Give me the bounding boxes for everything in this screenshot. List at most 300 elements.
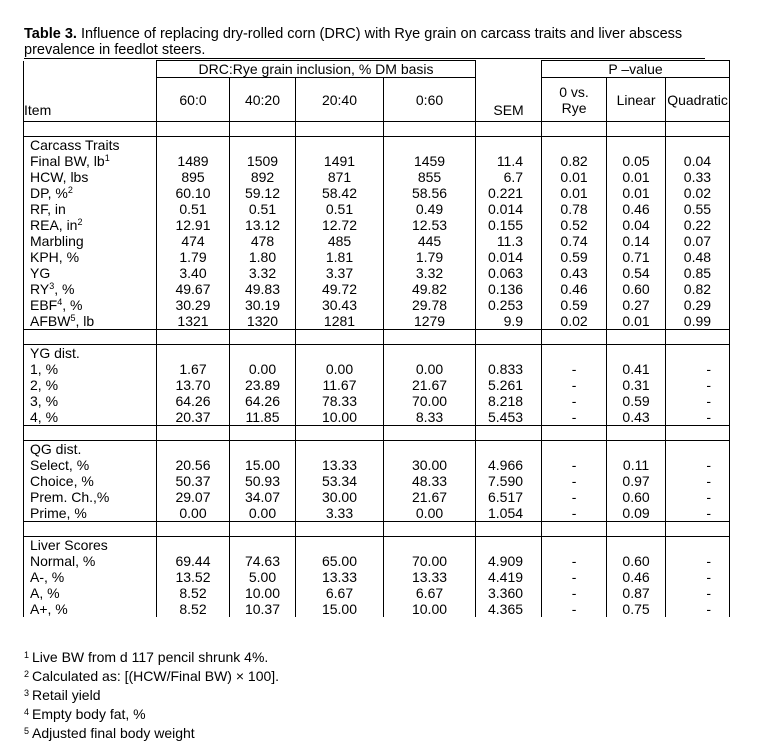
section-title: YG dist. [24,345,157,362]
spacer-cell [607,330,666,345]
spacer-cell [157,122,230,137]
section-title-blank [542,345,607,362]
cell-p-0: 0.01 [542,185,607,201]
cell-p-1: 0.27 [607,297,666,313]
row-label-text: AFBW [30,313,71,329]
cell-sem: 7.590 [476,473,542,489]
section-title: Carcass Traits [24,137,157,154]
row-label-text: A-, % [30,569,65,585]
row-label [24,201,157,217]
spacer-cell [24,426,157,441]
section-title-blank [157,441,230,458]
cell-treatment-3: 48.33 [384,473,476,489]
spacer-cell [476,330,542,345]
cell-p-1: 0.31 [607,377,666,393]
cell-treatment-3: 70.00 [384,393,476,409]
section-title-blank [296,537,384,554]
section-title-blank [542,537,607,554]
row-label-sup: 5 [70,313,76,323]
row-label [24,409,157,426]
cell-treatment-3: 12.53 [384,217,476,233]
caption-text-line1: Influence of replacing dry-rolled corn (DRC) with Rye grain on carcass traits and liver abscess [76,26,683,42]
cell-p-2: - [666,505,730,522]
header-row-group [24,61,730,78]
table-row [24,473,730,489]
footnote-number: 1 [24,650,30,660]
spacer-cell [24,330,157,345]
spacer-cell [384,426,476,441]
cell-p-1: 0.05 [607,153,666,169]
cell-treatment-2: 13.33 [296,569,384,585]
cell-treatment-2: 13.33 [296,457,384,473]
table-row [24,297,730,313]
section-title-blank [157,537,230,554]
cell-treatment-3: 6.67 [384,585,476,601]
table-row [24,569,730,585]
cell-treatment-2: 871 [296,169,384,185]
spacer-cell [296,522,384,537]
table-row [24,393,730,409]
section-title-blank [230,137,296,154]
cell-treatment-1: 49.83 [230,281,296,297]
cell-sem: 0.063 [476,265,542,281]
cell-treatment-0: 50.37 [157,473,230,489]
spacer-cell [157,330,230,345]
cell-treatment-3: 3.32 [384,265,476,281]
cell-treatment-2: 10.00 [296,409,384,426]
cell-p-2: - [666,361,730,377]
cell-p-1: 0.60 [607,281,666,297]
row-label-text: RY [30,281,50,297]
row-label-text: Marbling [30,233,84,249]
cell-p-0: 0.74 [542,233,607,249]
cell-p-1: 0.14 [607,233,666,249]
cell-p-2: - [666,553,730,569]
cell-treatment-1: 478 [230,233,296,249]
row-label-suffix: , lb [75,313,95,329]
section-title-blank [666,345,730,362]
cell-p-1: 0.09 [607,505,666,522]
spacer-cell [476,122,542,137]
cell-treatment-0: 8.52 [157,585,230,601]
section-title-blank [296,137,384,154]
row-label-text: 2, % [30,377,59,393]
section-title-blank [476,441,542,458]
header-p-0vsrye-line1: 0 vs. [559,83,589,100]
cell-p-1: 0.54 [607,265,666,281]
header-p-linear: Linear [607,78,666,122]
cell-sem: 5.261 [476,377,542,393]
section-title-row [24,441,730,458]
table-row [24,233,730,249]
section-title: Liver Scores [24,537,157,554]
cell-p-2: 0.02 [666,185,730,201]
section-title-blank [296,345,384,362]
cell-treatment-1: 30.19 [230,297,296,313]
spacer-cell [296,330,384,345]
table-row [24,361,730,377]
cell-p-1: 0.43 [607,409,666,426]
cell-p-1: 0.87 [607,585,666,601]
row-label [24,265,157,281]
cell-treatment-0: 13.52 [157,569,230,585]
cell-treatment-0: 3.40 [157,265,230,281]
cell-treatment-2: 1281 [296,313,384,330]
row-label [24,169,157,185]
cell-treatment-1: 1.80 [230,249,296,265]
row-label-text: 1, % [30,361,59,377]
table-row [24,281,730,297]
spacer-cell [157,426,230,441]
cell-sem: 8.218 [476,393,542,409]
cell-p-1: 0.41 [607,361,666,377]
cell-treatment-0: 895 [157,169,230,185]
spacer-cell [384,122,476,137]
cell-treatment-2: 0.51 [296,201,384,217]
spacer-cell [476,426,542,441]
cell-treatment-3: 1459 [384,153,476,169]
spacer-cell [230,426,296,441]
cell-treatment-1: 1320 [230,313,296,330]
table-row [24,409,730,426]
header-row-columns [24,78,730,122]
cell-treatment-2: 485 [296,233,384,249]
row-label [24,393,157,409]
footnote [24,704,279,723]
spacer-cell [230,522,296,537]
cell-treatment-3: 1279 [384,313,476,330]
cell-treatment-2: 30.00 [296,489,384,505]
cell-sem: 11.4 [476,153,542,169]
cell-treatment-1: 64.26 [230,393,296,409]
footnote-number: 4 [24,707,30,717]
cell-p-0: - [542,505,607,522]
table-row [24,169,730,185]
cell-p-2: 0.82 [666,281,730,297]
row-label-text: A+, % [30,601,68,617]
row-label-text: Choice, % [30,473,94,489]
cell-treatment-2: 1491 [296,153,384,169]
cell-treatment-1: 15.00 [230,457,296,473]
cell-p-0: - [542,457,607,473]
cell-p-0: - [542,393,607,409]
spacer-cell [24,522,157,537]
spacer-cell [607,522,666,537]
cell-sem: 4.966 [476,457,542,473]
table-body [24,122,730,618]
row-label [24,505,157,522]
section-title-blank [384,345,476,362]
cell-p-0: - [542,489,607,505]
cell-sem: 3.360 [476,585,542,601]
cell-treatment-0: 13.70 [157,377,230,393]
row-label-text: 3, % [30,393,59,409]
spacer-cell [607,122,666,137]
row-label-text: RF, in [30,201,66,217]
section-title-blank [384,137,476,154]
cell-treatment-0: 60.10 [157,185,230,201]
cell-treatment-2: 58.42 [296,185,384,201]
footnote [24,723,279,742]
cell-p-2: 0.85 [666,265,730,281]
cell-p-2: 0.55 [666,201,730,217]
footnote-text: Adjusted final body weight [32,725,195,741]
section-title-blank [607,137,666,154]
section-spacer [24,330,730,345]
cell-treatment-3: 8.33 [384,409,476,426]
cell-p-0: - [542,409,607,426]
cell-treatment-0: 1489 [157,153,230,169]
section-title-blank [157,137,230,154]
section-title-blank [607,537,666,554]
spacer-cell [157,522,230,537]
table-caption [24,26,724,58]
spacer-cell [542,426,607,441]
row-label-text: DP, % [30,185,68,201]
cell-p-1: 0.46 [607,201,666,217]
cell-treatment-2: 49.72 [296,281,384,297]
cell-treatment-0: 0.00 [157,505,230,522]
row-label [24,473,157,489]
cell-p-1: 0.59 [607,393,666,409]
spacer-cell [296,426,384,441]
table-row [24,585,730,601]
cell-treatment-1: 59.12 [230,185,296,201]
section-title-row [24,345,730,362]
row-label-text: Select, % [30,457,90,473]
cell-treatment-1: 34.07 [230,489,296,505]
cell-treatment-3: 49.82 [384,281,476,297]
cell-treatment-1: 892 [230,169,296,185]
cell-p-0: - [542,361,607,377]
cell-treatment-2: 6.67 [296,585,384,601]
section-title: QG dist. [24,441,157,458]
spacer-cell [666,426,730,441]
cell-treatment-3: 0.00 [384,361,476,377]
cell-treatment-3: 13.33 [384,569,476,585]
table-row [24,553,730,569]
header-item-blank [24,61,157,78]
cell-treatment-0: 1321 [157,313,230,330]
section-title-blank [666,537,730,554]
cell-treatment-3: 58.56 [384,185,476,201]
cell-treatment-1: 0.00 [230,505,296,522]
row-label [24,489,157,505]
row-label [24,249,157,265]
cell-treatment-0: 474 [157,233,230,249]
header-pvalue-group: P –value [542,61,730,78]
section-title-blank [230,441,296,458]
row-label-text: HCW, lbs [30,169,89,185]
header-treatment-group: DRC:Rye grain inclusion, % DM basis [157,61,476,78]
cell-treatment-1: 3.32 [230,265,296,281]
cell-treatment-1: 23.89 [230,377,296,393]
row-label [24,377,157,393]
section-title-blank [476,537,542,554]
row-label-text: EBF [30,297,58,313]
cell-treatment-0: 12.91 [157,217,230,233]
row-label [24,281,157,297]
cell-p-2: - [666,409,730,426]
row-label-text: REA, in [30,217,78,233]
row-label-sup: 3 [49,281,55,291]
data-table [23,60,730,617]
spacer-cell [607,426,666,441]
cell-p-1: 0.46 [607,569,666,585]
cell-p-2: - [666,377,730,393]
section-title-blank [542,137,607,154]
cell-p-0: 0.78 [542,201,607,217]
cell-p-0: 0.43 [542,265,607,281]
cell-treatment-0: 20.56 [157,457,230,473]
row-label-text: 4, % [30,409,59,425]
cell-sem: 9.9 [476,313,542,330]
cell-treatment-1: 0.51 [230,201,296,217]
cell-p-1: 0.01 [607,185,666,201]
section-title-blank [230,537,296,554]
section-title-blank [542,441,607,458]
header-treatment-0: 60:0 [157,78,230,122]
cell-p-2: 0.22 [666,217,730,233]
cell-p-0: 0.82 [542,153,607,169]
section-title-blank [296,441,384,458]
row-label [24,569,157,585]
cell-p-1: 0.01 [607,169,666,185]
footnote [24,666,279,685]
cell-sem: 0.253 [476,297,542,313]
table-row [24,265,730,281]
table-row [24,489,730,505]
cell-p-2: 0.99 [666,313,730,330]
spacer-cell [666,330,730,345]
cell-treatment-2: 1.81 [296,249,384,265]
cell-p-2: - [666,585,730,601]
footnote [24,685,279,704]
cell-treatment-3: 30.00 [384,457,476,473]
cell-p-1: 0.97 [607,473,666,489]
section-title-blank [666,137,730,154]
spacer-cell [230,330,296,345]
spacer-cell [666,122,730,137]
header-treatment-3: 0:60 [384,78,476,122]
cell-treatment-2: 53.34 [296,473,384,489]
cell-treatment-2: 78.33 [296,393,384,409]
cell-treatment-3: 21.67 [384,377,476,393]
cell-treatment-1: 5.00 [230,569,296,585]
row-label-text: A, % [30,585,60,601]
header-p-0vsrye [542,78,607,122]
cell-p-2: - [666,569,730,585]
cell-treatment-0: 20.37 [157,409,230,426]
footnote-number: 2 [24,669,30,679]
row-label-sup: 2 [67,185,73,195]
cell-treatment-2: 30.43 [296,297,384,313]
section-title-blank [384,441,476,458]
section-title-blank [476,137,542,154]
row-label-suffix: , % [62,297,83,313]
row-label-text: Prem. Ch.,% [30,489,110,505]
table-row [24,249,730,265]
section-title-blank [607,345,666,362]
cell-sem: 0.136 [476,281,542,297]
section-title-blank [230,345,296,362]
cell-treatment-2: 0.00 [296,361,384,377]
cell-p-1: 0.71 [607,249,666,265]
cell-treatment-0: 0.51 [157,201,230,217]
row-label [24,233,157,249]
cell-treatment-0: 8.52 [157,601,230,617]
cell-treatment-3: 70.00 [384,553,476,569]
cell-p-2: - [666,489,730,505]
table-row [24,377,730,393]
cell-p-0: - [542,553,607,569]
cell-p-0: - [542,601,607,617]
cell-sem: 6.7 [476,169,542,185]
spacer-cell [542,122,607,137]
footnotes [24,647,279,742]
cell-sem: 4.419 [476,569,542,585]
cell-treatment-3: 445 [384,233,476,249]
cell-p-1: 0.01 [607,313,666,330]
cell-p-1: 0.11 [607,457,666,473]
table-row [24,505,730,522]
cell-p-2: - [666,601,730,617]
section-spacer [24,426,730,441]
cell-treatment-3: 21.67 [384,489,476,505]
cell-sem: 0.155 [476,217,542,233]
section-title-blank [666,441,730,458]
cell-p-2: 0.29 [666,297,730,313]
header-sem: SEM [476,78,542,122]
footnote-number: 3 [24,688,30,698]
cell-treatment-2: 12.72 [296,217,384,233]
cell-p-2: 0.04 [666,153,730,169]
cell-sem: 11.3 [476,233,542,249]
cell-p-0: 0.46 [542,281,607,297]
cell-p-1: 0.60 [607,489,666,505]
cell-treatment-2: 65.00 [296,553,384,569]
cell-p-0: 0.52 [542,217,607,233]
spacer-cell [542,330,607,345]
cell-treatment-1: 0.00 [230,361,296,377]
cell-treatment-1: 11.85 [230,409,296,426]
row-label [24,217,157,233]
cell-treatment-1: 50.93 [230,473,296,489]
row-label [24,601,157,617]
table-row [24,185,730,201]
table-row [24,313,730,330]
table-row [24,201,730,217]
cell-treatment-1: 10.00 [230,585,296,601]
cell-treatment-0: 69.44 [157,553,230,569]
cell-treatment-2: 15.00 [296,601,384,617]
cell-p-0: 0.59 [542,297,607,313]
cell-sem: 0.014 [476,249,542,265]
cell-p-2: 0.33 [666,169,730,185]
cell-sem: 4.909 [476,553,542,569]
row-label-sup: 4 [57,297,63,307]
header-treatment-2: 20:40 [296,78,384,122]
row-label [24,585,157,601]
cell-treatment-0: 64.26 [157,393,230,409]
spacer-cell [230,122,296,137]
row-label-text: Prime, % [30,505,87,521]
cell-treatment-2: 3.33 [296,505,384,522]
cell-treatment-0: 30.29 [157,297,230,313]
footnote [24,647,279,666]
section-title-row [24,537,730,554]
cell-treatment-1: 1509 [230,153,296,169]
